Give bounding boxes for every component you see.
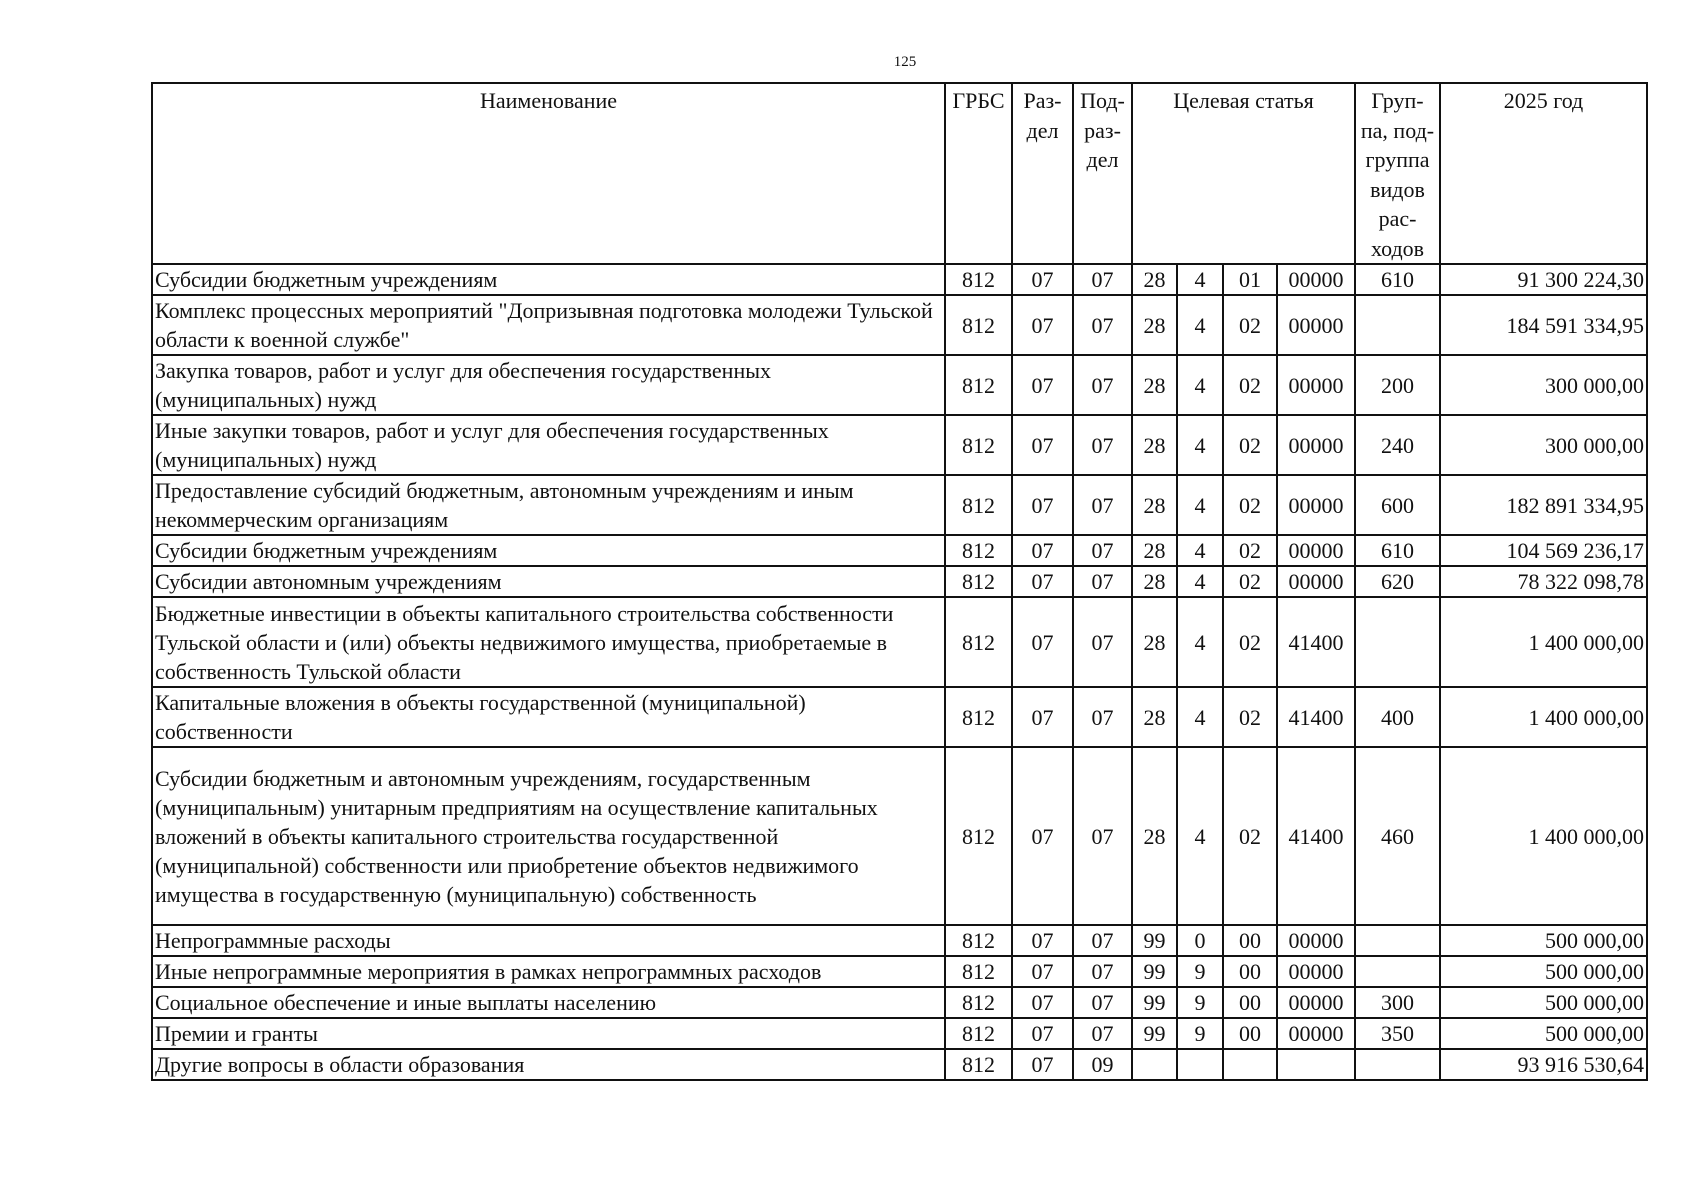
cell-grbs: 812 <box>945 956 1012 987</box>
table-row <box>152 475 1647 535</box>
cell-razdel: 07 <box>1012 475 1073 535</box>
cell-grbs: 812 <box>945 566 1012 597</box>
cell-target-direction: 00000 <box>1277 264 1355 295</box>
cell-podrazdel: 07 <box>1073 566 1132 597</box>
cell-razdel: 07 <box>1012 747 1073 925</box>
cell-target-type: 9 <box>1177 987 1223 1018</box>
cell-target-program <box>1132 1049 1177 1080</box>
table-row <box>152 597 1647 687</box>
cell-target-direction: 00000 <box>1277 1018 1355 1049</box>
cell-expense-group: 460 <box>1355 747 1440 925</box>
table-row <box>152 1018 1647 1049</box>
cell-target-program: 99 <box>1132 956 1177 987</box>
cell-grbs: 812 <box>945 475 1012 535</box>
cell-podrazdel: 07 <box>1073 956 1132 987</box>
cell-expense-group <box>1355 956 1440 987</box>
header-grbs <box>945 83 1012 264</box>
cell-target-type: 9 <box>1177 956 1223 987</box>
cell-name: Бюджетные инвестиции в объекты капитального строительства собственности Тульской области и (или) объекты недвижимого имущества, приобретаемые в собственность Тульской области <box>152 597 945 687</box>
table-row <box>152 747 1647 925</box>
cell-target-subprogram: 02 <box>1223 355 1277 415</box>
table-row <box>152 956 1647 987</box>
cell-target-program: 28 <box>1132 355 1177 415</box>
cell-target-program: 99 <box>1132 1018 1177 1049</box>
table-row <box>152 295 1647 355</box>
cell-razdel: 07 <box>1012 597 1073 687</box>
cell-expense-group <box>1355 597 1440 687</box>
cell-target-subprogram <box>1223 1049 1277 1080</box>
cell-grbs: 812 <box>945 355 1012 415</box>
cell-razdel: 07 <box>1012 295 1073 355</box>
cell-grbs: 812 <box>945 1049 1012 1080</box>
cell-name: Субсидии автономным учреждениям <box>152 566 945 597</box>
cell-name: Предоставление субсидий бюджетным, автономным учреждениям и иным некоммерческим организациям <box>152 475 945 535</box>
cell-target-type: 4 <box>1177 415 1223 475</box>
cell-target-subprogram: 01 <box>1223 264 1277 295</box>
cell-name: Непрограммные расходы <box>152 925 945 956</box>
cell-razdel: 07 <box>1012 956 1073 987</box>
header-group-line: группа <box>1365 147 1430 172</box>
table-header-row <box>152 83 1647 264</box>
cell-target-direction: 00000 <box>1277 475 1355 535</box>
cell-podrazdel: 07 <box>1073 264 1132 295</box>
cell-razdel: 07 <box>1012 355 1073 415</box>
cell-target-program: 28 <box>1132 687 1177 747</box>
cell-razdel: 07 <box>1012 535 1073 566</box>
header-razdel-line: дел <box>1026 117 1059 143</box>
cell-grbs: 812 <box>945 1018 1012 1049</box>
cell-amount: 500 000,00 <box>1440 1018 1647 1049</box>
cell-podrazdel: 07 <box>1073 687 1132 747</box>
cell-target-subprogram: 00 <box>1223 987 1277 1018</box>
cell-podrazdel: 07 <box>1073 295 1132 355</box>
cell-name: Закупка товаров, работ и услуг для обеспечения государственных (муниципальных) нужд <box>152 355 945 415</box>
cell-target-program: 28 <box>1132 264 1177 295</box>
cell-target-subprogram: 02 <box>1223 295 1277 355</box>
header-name <box>152 83 945 264</box>
header-podrazdel-line: дел <box>1086 147 1119 172</box>
cell-grbs: 812 <box>945 535 1012 566</box>
cell-amount: 300 000,00 <box>1440 355 1647 415</box>
cell-grbs: 812 <box>945 295 1012 355</box>
cell-target-subprogram: 02 <box>1223 535 1277 566</box>
cell-target-direction: 00000 <box>1277 295 1355 355</box>
cell-target-program: 99 <box>1132 925 1177 956</box>
cell-name: Социальное обеспечение и иные выплаты населению <box>152 987 945 1018</box>
cell-name: Иные непрограммные мероприятия в рамках непрограммных расходов <box>152 956 945 987</box>
header-group-line: ходов <box>1370 235 1425 261</box>
header-podrazdel <box>1073 83 1132 264</box>
cell-target-direction: 00000 <box>1277 925 1355 956</box>
cell-target-direction: 00000 <box>1277 355 1355 415</box>
cell-target-subprogram: 02 <box>1223 747 1277 925</box>
table-body <box>152 264 1647 1080</box>
header-amount-label: 2025 год <box>1503 88 1584 113</box>
cell-name: Субсидии бюджетным и автономным учреждениям, государственным (муниципальным) унитарным предприятиям на осуществление капитальных вложений в объекты капитального строительства государственной (муниципальной) собственности или приобретение объектов недвижимого имущества в государственную (муниципальную) собственность <box>152 747 945 925</box>
cell-target-type: 4 <box>1177 295 1223 355</box>
cell-expense-group: 240 <box>1355 415 1440 475</box>
cell-amount: 1 400 000,00 <box>1440 747 1647 925</box>
cell-amount: 91 300 224,30 <box>1440 264 1647 295</box>
cell-target-program: 28 <box>1132 415 1177 475</box>
header-amount <box>1440 83 1647 264</box>
cell-amount: 500 000,00 <box>1440 925 1647 956</box>
budget-table <box>151 82 1648 1081</box>
cell-razdel: 07 <box>1012 687 1073 747</box>
cell-target-type: 4 <box>1177 597 1223 687</box>
cell-name: Премии и гранты <box>152 1018 945 1049</box>
cell-podrazdel: 09 <box>1073 1049 1132 1080</box>
cell-target-type: 4 <box>1177 687 1223 747</box>
table-row <box>152 355 1647 415</box>
header-razdel-line: Раз- <box>1023 88 1062 113</box>
cell-grbs: 812 <box>945 597 1012 687</box>
cell-amount: 93 916 530,64 <box>1440 1049 1647 1080</box>
cell-amount: 104 569 236,17 <box>1440 535 1647 566</box>
header-expense-group <box>1355 83 1440 264</box>
cell-target-direction: 00000 <box>1277 987 1355 1018</box>
cell-name: Иные закупки товаров, работ и услуг для обеспечения государственных (муниципальных) нужд <box>152 415 945 475</box>
cell-razdel: 07 <box>1012 264 1073 295</box>
cell-target-direction <box>1277 1049 1355 1080</box>
cell-podrazdel: 07 <box>1073 987 1132 1018</box>
cell-name: Капитальные вложения в объекты государственной (муниципальной) собственности <box>152 687 945 747</box>
header-group-line: па, под- <box>1360 117 1435 143</box>
cell-podrazdel: 07 <box>1073 925 1132 956</box>
header-podrazdel-line: Под- <box>1080 88 1125 113</box>
cell-grbs: 812 <box>945 687 1012 747</box>
cell-podrazdel: 07 <box>1073 355 1132 415</box>
cell-target-subprogram: 02 <box>1223 415 1277 475</box>
cell-target-program: 28 <box>1132 295 1177 355</box>
cell-podrazdel: 07 <box>1073 475 1132 535</box>
cell-razdel: 07 <box>1012 415 1073 475</box>
cell-target-direction: 41400 <box>1277 687 1355 747</box>
cell-target-subprogram: 02 <box>1223 687 1277 747</box>
cell-name: Другие вопросы в области образования <box>152 1049 945 1080</box>
cell-target-subprogram: 00 <box>1223 956 1277 987</box>
cell-target-subprogram: 02 <box>1223 475 1277 535</box>
cell-target-type: 4 <box>1177 264 1223 295</box>
cell-target-direction: 00000 <box>1277 535 1355 566</box>
cell-expense-group: 300 <box>1355 987 1440 1018</box>
cell-expense-group: 600 <box>1355 475 1440 535</box>
cell-target-direction: 00000 <box>1277 956 1355 987</box>
header-target-label: Целевая статья <box>1173 88 1314 113</box>
cell-expense-group: 400 <box>1355 687 1440 747</box>
cell-podrazdel: 07 <box>1073 747 1132 925</box>
cell-razdel: 07 <box>1012 1018 1073 1049</box>
cell-expense-group: 350 <box>1355 1018 1440 1049</box>
page-number: 125 <box>893 54 917 70</box>
cell-grbs: 812 <box>945 925 1012 956</box>
header-grbs-label: ГРБС <box>952 88 1005 113</box>
table-row <box>152 566 1647 597</box>
cell-amount: 184 591 334,95 <box>1440 295 1647 355</box>
cell-target-direction: 00000 <box>1277 415 1355 475</box>
header-group-line: Груп- <box>1371 88 1424 113</box>
cell-target-program: 28 <box>1132 747 1177 925</box>
cell-expense-group <box>1355 295 1440 355</box>
cell-amount: 78 322 098,78 <box>1440 566 1647 597</box>
cell-razdel: 07 <box>1012 925 1073 956</box>
cell-expense-group: 610 <box>1355 535 1440 566</box>
cell-razdel: 07 <box>1012 1049 1073 1080</box>
cell-podrazdel: 07 <box>1073 597 1132 687</box>
header-target-article <box>1132 83 1355 264</box>
cell-amount: 300 000,00 <box>1440 415 1647 475</box>
cell-target-subprogram: 00 <box>1223 925 1277 956</box>
cell-target-subprogram: 02 <box>1223 597 1277 687</box>
header-group-line: рас- <box>1378 206 1417 231</box>
cell-podrazdel: 07 <box>1073 535 1132 566</box>
cell-target-program: 99 <box>1132 987 1177 1018</box>
header-podrazdel-line: раз- <box>1084 117 1121 143</box>
table-row <box>152 987 1647 1018</box>
cell-target-type: 0 <box>1177 925 1223 956</box>
cell-expense-group <box>1355 1049 1440 1080</box>
cell-grbs: 812 <box>945 264 1012 295</box>
header-razdel <box>1012 83 1073 264</box>
cell-target-program: 28 <box>1132 566 1177 597</box>
cell-name: Комплекс процессных мероприятий "Допризывная подготовка молодежи Тульской области к военной службе" <box>152 295 945 355</box>
cell-target-type: 4 <box>1177 747 1223 925</box>
cell-razdel: 07 <box>1012 566 1073 597</box>
cell-podrazdel: 07 <box>1073 415 1132 475</box>
table-row <box>152 264 1647 295</box>
table-row <box>152 535 1647 566</box>
cell-amount: 500 000,00 <box>1440 987 1647 1018</box>
cell-expense-group <box>1355 925 1440 956</box>
cell-amount: 182 891 334,95 <box>1440 475 1647 535</box>
cell-target-direction: 00000 <box>1277 566 1355 597</box>
cell-target-type <box>1177 1049 1223 1080</box>
cell-target-subprogram: 00 <box>1223 1018 1277 1049</box>
table-row <box>152 687 1647 747</box>
cell-expense-group: 610 <box>1355 264 1440 295</box>
cell-target-program: 28 <box>1132 535 1177 566</box>
cell-amount: 1 400 000,00 <box>1440 687 1647 747</box>
cell-target-type: 4 <box>1177 355 1223 415</box>
cell-grbs: 812 <box>945 747 1012 925</box>
table-row <box>152 415 1647 475</box>
cell-target-subprogram: 02 <box>1223 566 1277 597</box>
cell-amount: 1 400 000,00 <box>1440 597 1647 687</box>
cell-target-direction: 41400 <box>1277 747 1355 925</box>
table-row <box>152 1049 1647 1080</box>
cell-grbs: 812 <box>945 415 1012 475</box>
cell-amount: 500 000,00 <box>1440 956 1647 987</box>
table-row <box>152 925 1647 956</box>
cell-target-program: 28 <box>1132 475 1177 535</box>
cell-name: Субсидии бюджетным учреждениям <box>152 264 945 295</box>
header-name-label: Наименование <box>479 88 618 113</box>
cell-target-program: 28 <box>1132 597 1177 687</box>
cell-target-type: 4 <box>1177 535 1223 566</box>
cell-expense-group: 200 <box>1355 355 1440 415</box>
cell-target-type: 4 <box>1177 475 1223 535</box>
cell-target-type: 9 <box>1177 1018 1223 1049</box>
cell-target-type: 4 <box>1177 566 1223 597</box>
cell-name: Субсидии бюджетным учреждениям <box>152 535 945 566</box>
cell-target-direction: 41400 <box>1277 597 1355 687</box>
cell-razdel: 07 <box>1012 987 1073 1018</box>
cell-podrazdel: 07 <box>1073 1018 1132 1049</box>
cell-expense-group: 620 <box>1355 566 1440 597</box>
header-group-line: видов <box>1370 176 1425 202</box>
cell-grbs: 812 <box>945 987 1012 1018</box>
